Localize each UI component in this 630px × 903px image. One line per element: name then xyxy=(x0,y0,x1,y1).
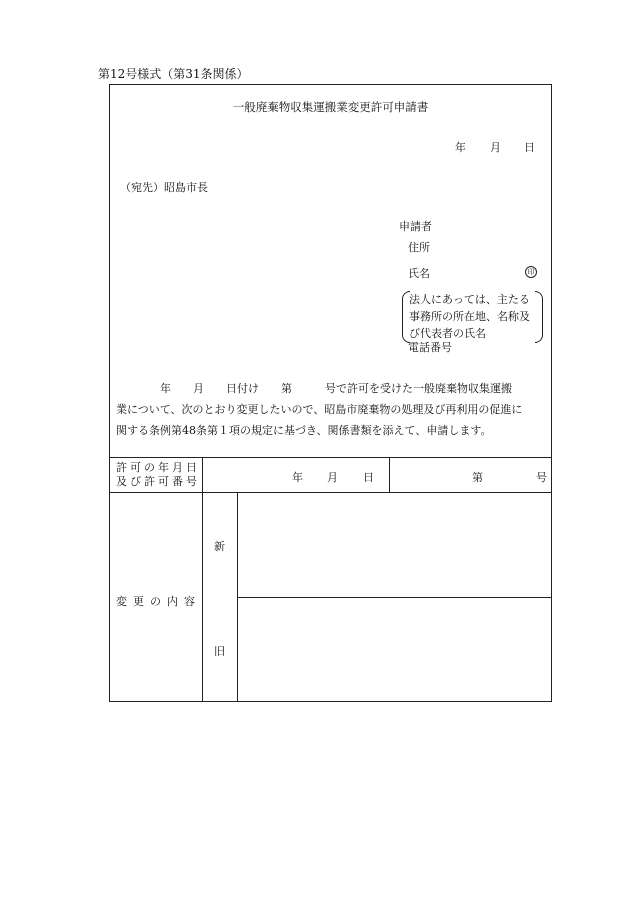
application-form xyxy=(109,84,552,702)
table-row-rule xyxy=(110,492,551,493)
applicant-phone-label: 電話番号 xyxy=(408,341,452,354)
date-month-label: 月 xyxy=(490,141,501,154)
applicant-heading: 申請者 xyxy=(399,220,432,233)
form-number-label: 第12号様式（第31条関係） xyxy=(98,67,249,81)
change-content-label: 変更の内容 xyxy=(116,595,201,608)
statement-line: 年 月 日付け 第 号で許可を受けた一般廃棄物収集運搬 xyxy=(116,382,512,395)
permit-number-suffix: 号 xyxy=(536,471,547,484)
permit-day-label: 日 xyxy=(363,471,374,484)
permit-label-line: 許可の年月日 xyxy=(116,461,200,474)
statement-line: 業について、次のとおり変更したいので、昭島市廃棄物の処理及び再利用の促進に xyxy=(116,403,523,416)
statement-line: 関する条例第48条第１項の規定に基づき、関係書類を添えて、申請します。 xyxy=(116,424,492,437)
form-title: 一般廃棄物収集運搬業変更許可申請書 xyxy=(232,100,429,114)
corporate-note-line: 事務所の所在地、名称及 xyxy=(409,310,530,323)
table-top-rule xyxy=(110,457,551,458)
applicant-address-label: 住所 xyxy=(408,241,430,254)
date-year-label: 年 xyxy=(455,141,466,154)
right-bracket xyxy=(535,291,543,343)
date-day-label: 日 xyxy=(524,141,535,154)
table-label-divider xyxy=(202,457,203,701)
table-number-divider xyxy=(389,457,390,492)
corporate-note-line: び代表者の氏名 xyxy=(409,327,486,340)
permit-number-prefix: 第 xyxy=(472,471,483,484)
permit-label-line: 及び許可番号 xyxy=(116,475,200,488)
permit-label xyxy=(116,461,200,489)
seal-mark: 印 xyxy=(525,266,537,278)
corporate-note-line: 法人にあっては、主たる xyxy=(409,293,530,306)
table-newold-divider xyxy=(237,492,238,701)
applicant-name-label: 氏名 xyxy=(408,267,430,280)
corporate-note xyxy=(409,291,530,342)
addressee: （宛先）昭島市長 xyxy=(120,181,208,194)
permit-year-label: 年 xyxy=(292,471,303,484)
permit-month-label: 月 xyxy=(327,471,338,484)
table-split-rule xyxy=(237,597,551,598)
request-statement xyxy=(116,378,546,441)
new-label: 新 xyxy=(214,540,225,553)
old-label: 旧 xyxy=(214,645,225,658)
